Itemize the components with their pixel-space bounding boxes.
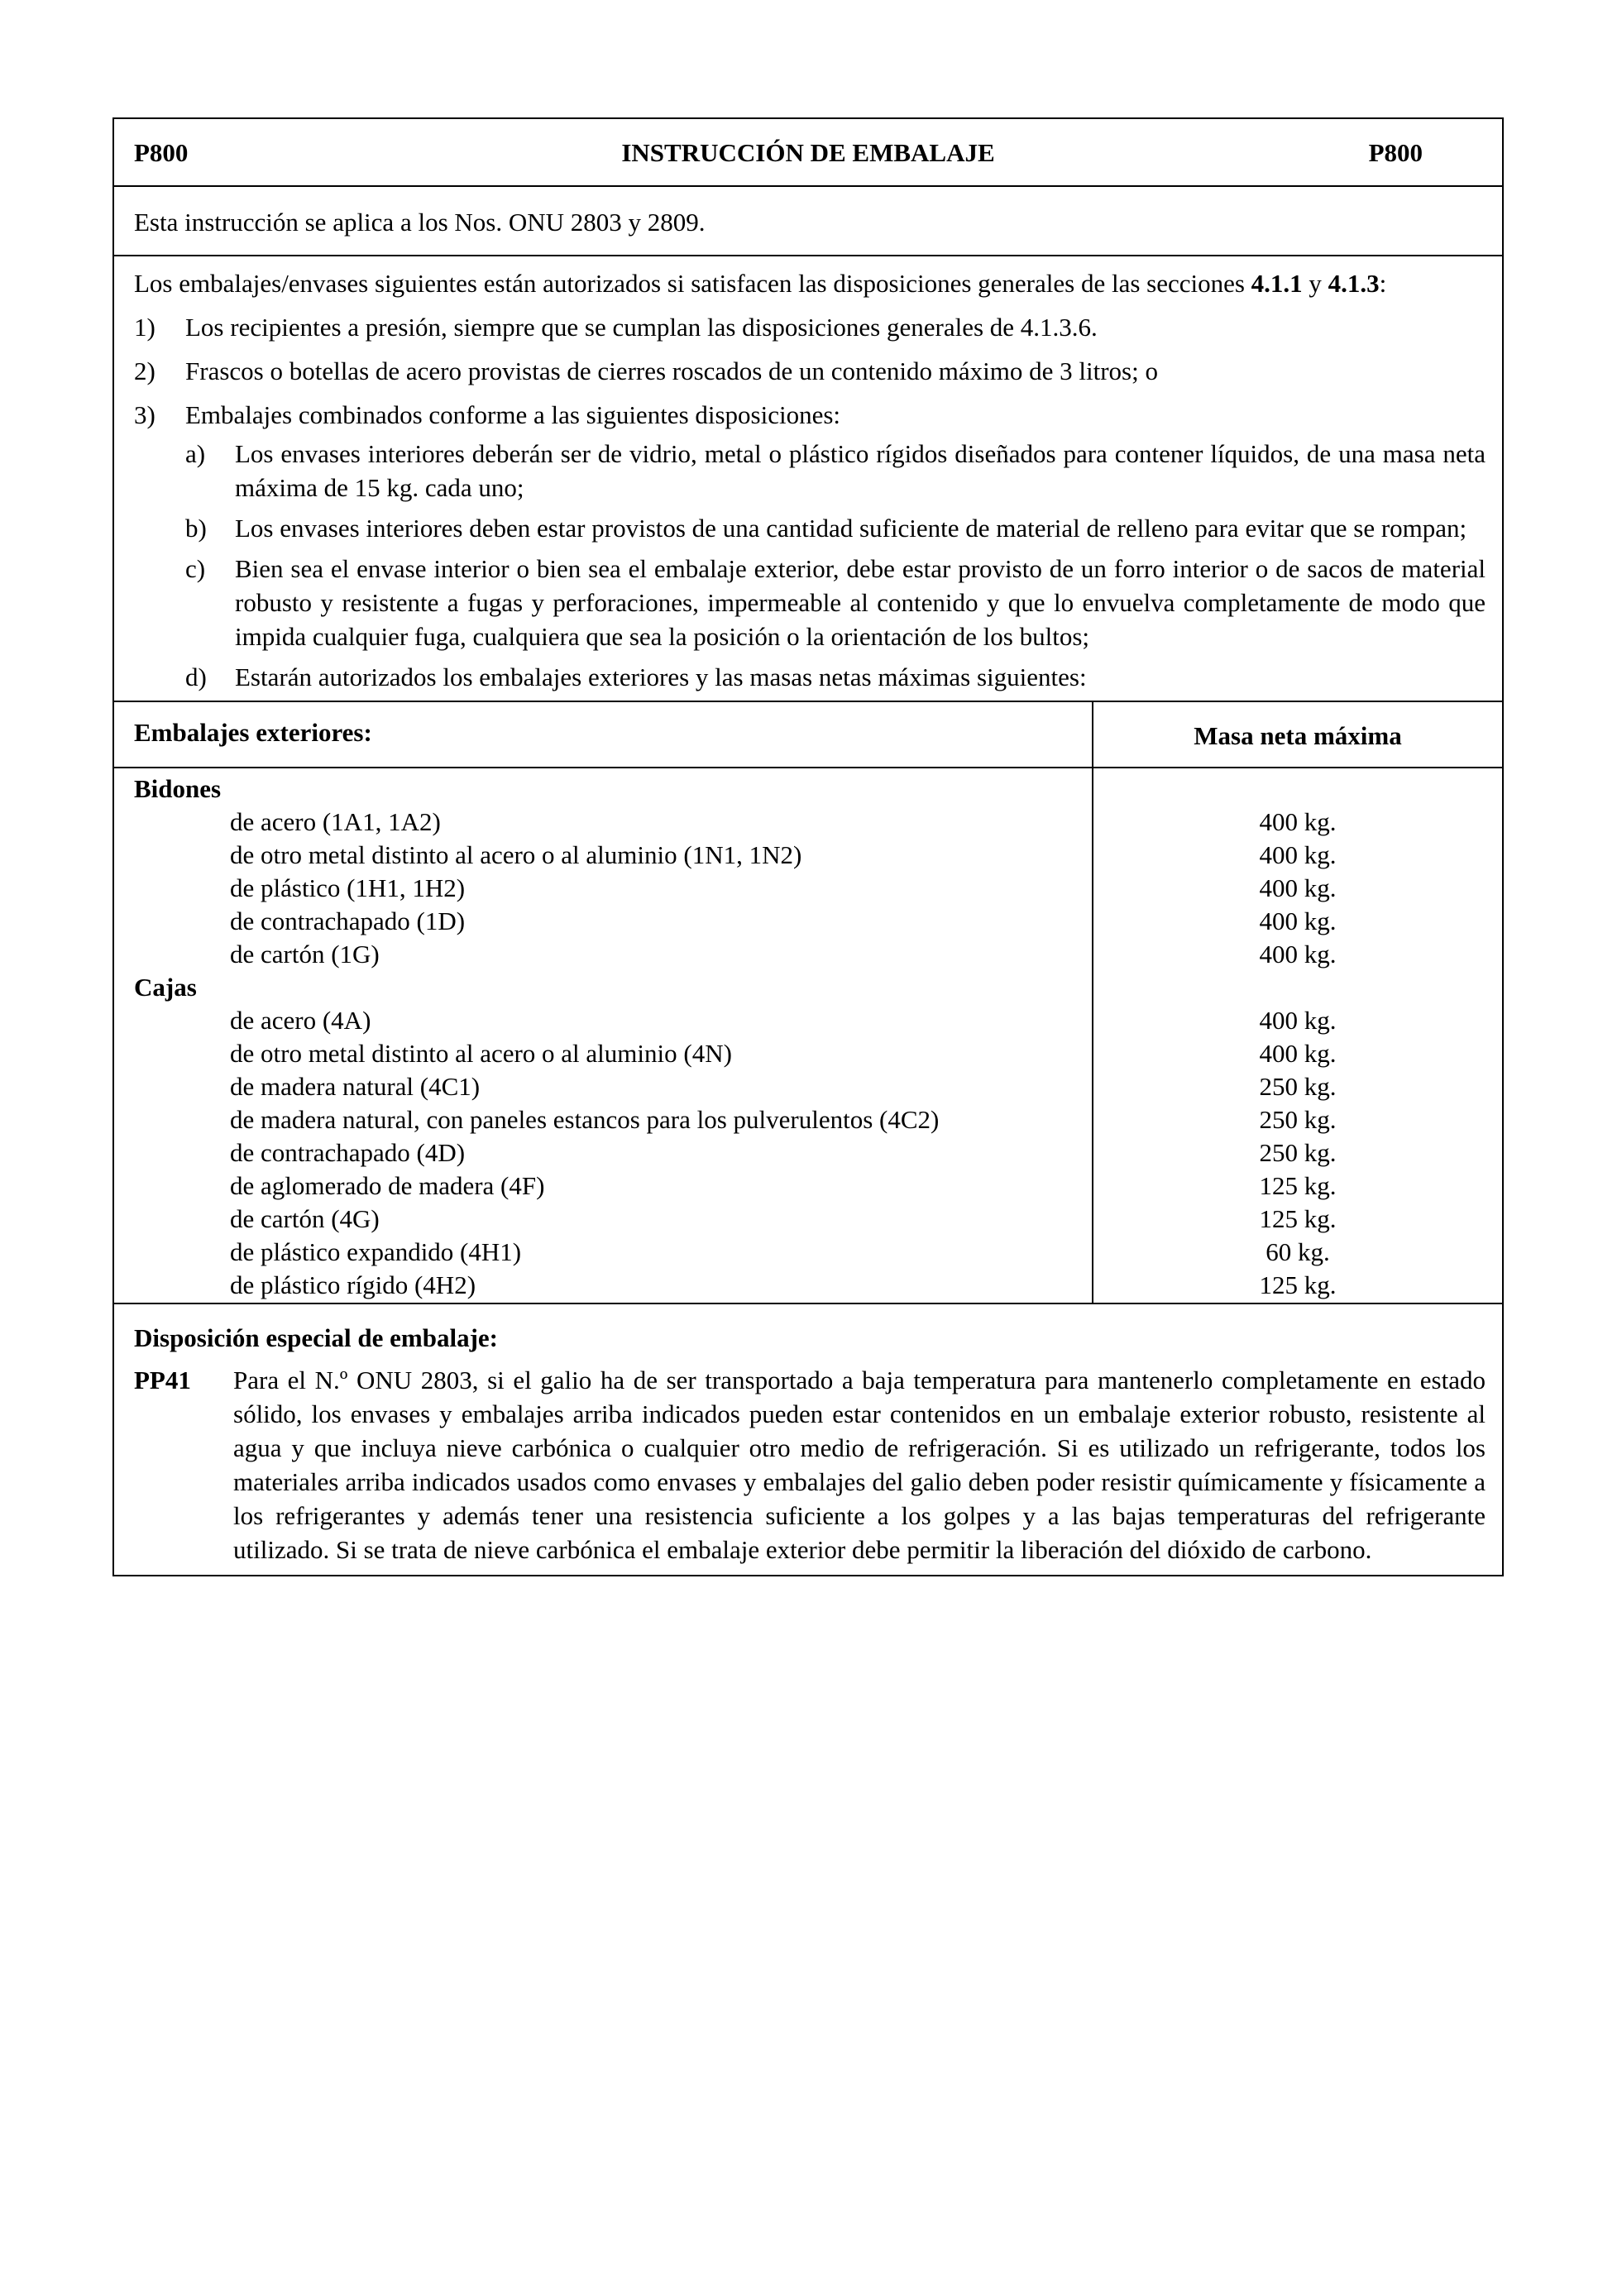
requirements-section (114, 256, 1502, 702)
group-name: Cajas (134, 973, 197, 1002)
table-row-mass: 400 kg. (1259, 906, 1337, 935)
table-row-desc: de cartón (4G) (230, 1204, 380, 1233)
instruction-code-left: P800 (134, 138, 189, 167)
intro-text: Los embalajes/envases siguientes están autorizados si satisfacen las disposiciones generales de las secciones (134, 269, 1251, 298)
table-row-desc: de cartón (1G) (230, 940, 380, 969)
scope-row: Esta instrucción se aplica a los Nos. ONU 2803 y 2809. (114, 187, 1502, 256)
group-spacer (1093, 970, 1502, 1003)
packaging-column (114, 768, 1093, 1303)
sub-item-text: Los envases interiores deben estar provistos de una cantidad suficiente de material de relleno para evitar que se rompan; (235, 514, 1467, 543)
table-row-mass: 400 kg. (1259, 940, 1337, 969)
table-row-mass: 400 kg. (1259, 1006, 1337, 1035)
section-ref-2: 4.1.3 (1328, 269, 1380, 298)
sub-item-text: Bien sea el envase interior o bien sea el embalaje exterior, debe estar provisto de un forro interior o de sacos de material robusto y resistente a fugas y perforaciones, impermeable al contenido y que lo envuelva completamente de modo que impida cualquier fuga, cualquiera que sea la posición o la orientación de los bultos; (235, 554, 1486, 651)
sub-item (185, 552, 1486, 653)
table-row-desc: de aglomerado de madera (4F) (230, 1171, 545, 1200)
table-row-mass: 250 kg. (1259, 1138, 1337, 1167)
table-row-mass: 400 kg. (1259, 1039, 1337, 1068)
special-provision-title: Disposición especial de embalaje: (134, 1323, 498, 1352)
special-provision-code: PP41 (134, 1366, 191, 1394)
table-row-desc: de madera natural (4C1) (230, 1072, 481, 1101)
item-text: Embalajes combinados conforme a las siguientes disposiciones: (185, 400, 841, 429)
packaging-table-body (114, 768, 1502, 1304)
special-provision-item (134, 1363, 1486, 1567)
table-row-desc: de acero (4A) (230, 1006, 371, 1035)
intro-colon: : (1379, 269, 1387, 298)
table-row-desc: de contrachapado (1D) (230, 906, 466, 935)
table-row-mass: 400 kg. (1259, 840, 1337, 869)
sub-item-letter: c) (185, 554, 206, 583)
table-row-mass: 125 kg. (1259, 1270, 1337, 1299)
column-header-mass: Masa neta máxima (1194, 721, 1402, 750)
group-spacer (1093, 772, 1502, 805)
item-text: Los recipientes a presión, siempre que se cumplan las disposiciones generales de 4.1.3.6. (185, 313, 1098, 342)
table-row-mass: 60 kg. (1266, 1237, 1330, 1266)
table-row-desc: de plástico (1H1, 1H2) (230, 873, 466, 902)
table-row-mass: 125 kg. (1259, 1204, 1337, 1233)
special-provision-section (114, 1304, 1502, 1575)
sub-item-letter: a) (185, 439, 206, 468)
item-number: 3) (134, 400, 156, 429)
table-row-desc: de acero (1A1, 1A2) (230, 807, 441, 836)
mass-column (1093, 768, 1502, 1303)
list-item (134, 398, 1486, 432)
item-number: 2) (134, 356, 156, 385)
sub-item-text: Estarán autorizados los embalajes exteriores y las masas netas máximas siguientes: (235, 662, 1087, 691)
table-row-mass: 125 kg. (1259, 1171, 1337, 1200)
group-name: Bidones (134, 774, 222, 803)
document-title: INSTRUCCIÓN DE EMBALAJE (621, 138, 995, 167)
table-row-desc: de plástico expandido (4H1) (230, 1237, 522, 1266)
list-item (134, 354, 1486, 388)
sub-item (185, 660, 1486, 694)
table-row-desc: de plástico rígido (4H2) (230, 1270, 476, 1299)
table-row-mass: 250 kg. (1259, 1072, 1337, 1101)
table-header-row (114, 702, 1502, 768)
header-row (114, 119, 1502, 187)
sub-item (185, 511, 1486, 545)
table-row-mass: 400 kg. (1259, 807, 1337, 836)
sub-item-letter: d) (185, 662, 207, 691)
table-row-desc: de contrachapado (4D) (230, 1138, 466, 1167)
table-row-mass: 250 kg. (1259, 1105, 1337, 1134)
intro-paragraph (134, 266, 1486, 300)
sub-item-letter: b) (185, 514, 207, 543)
column-header-packaging: Embalajes exteriores: (114, 702, 1093, 767)
table-row-desc: de otro metal distinto al acero o al aluminio (4N) (230, 1039, 732, 1068)
sub-item (185, 437, 1486, 505)
table-row-mass: 400 kg. (1259, 873, 1337, 902)
section-ref-1: 4.1.1 (1251, 269, 1303, 298)
list-item (134, 310, 1486, 344)
packing-instruction-table (112, 117, 1504, 1576)
item-number: 1) (134, 313, 156, 342)
special-provision-text: Para el N.º ONU 2803, si el galio ha de ser transportado a baja temperatura para mantenerlo completamente en estado sólido, los envases y embalajes arriba indicados pueden estar contenidos en un embalaje exterior robusto, resistente al agua y que incluya nieve carbónica o cualquier otro medio de refrigeración. Si es utilizado un refrigerante, todos los materiales arriba indicados usados como envases y embalajes del galio deben poder resistir químicamente y físicamente a los refrigerantes y además tener una resistencia suficiente a los golpes y a las bajas temperaturas del refrigerante utilizado. Si se trata de nieve carbónica el embalaje exterior debe permitir la liberación del dióxido de carbono. (233, 1366, 1486, 1564)
table-row-desc: de otro metal distinto al acero o al aluminio (1N1, 1N2) (230, 840, 802, 869)
sub-item-text: Los envases interiores deberán ser de vidrio, metal o plástico rígidos diseñados para contener líquidos, de una masa neta máxima de 15 kg. cada uno; (235, 439, 1486, 502)
table-row-desc: de madera natural, con paneles estancos para los pulverulentos (4C2) (230, 1105, 940, 1134)
item-text: Frascos o botellas de acero provistas de cierres roscados de un contenido máximo de 3 litros; o (185, 356, 1158, 385)
intro-conjunction: y (1302, 269, 1328, 298)
instruction-code-right: P800 (1368, 138, 1423, 167)
